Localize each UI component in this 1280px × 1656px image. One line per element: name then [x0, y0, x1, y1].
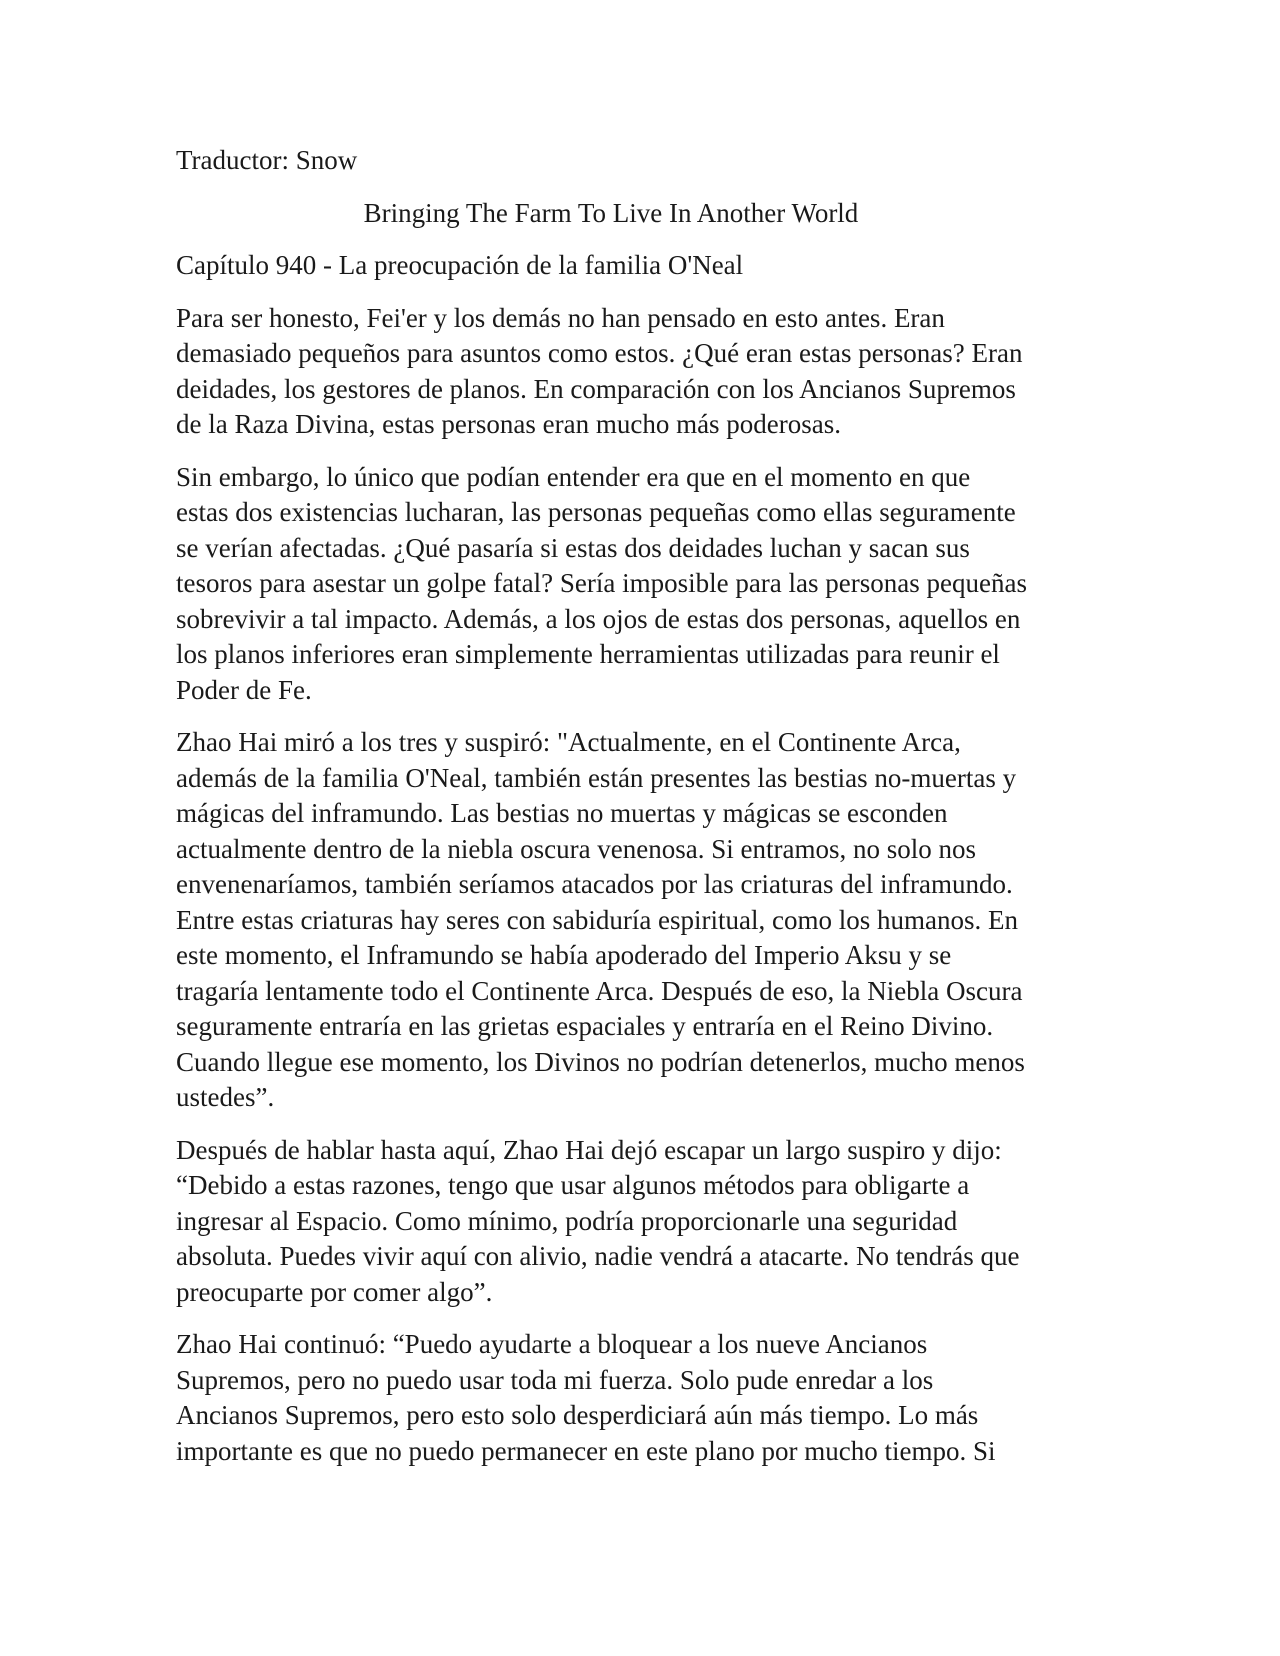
paragraph-line: Cuando llegue ese momento, los Divinos no podrían detenerlos, mucho menos: [176, 1046, 1025, 1077]
paragraph-line: Ancianos Supremos, pero esto solo desperdiciará aún más tiempo. Lo más: [176, 1400, 979, 1430]
paragraph-line: Sin embargo, lo único que podían entender era que en el momento en que: [176, 461, 971, 492]
paragraph-line: demasiado pequeños para asuntos como estos. ¿Qué eran estas personas? Eran: [176, 338, 1023, 368]
paragraph-line: actualmente dentro de la niebla oscura venenosa. Si entramos, no solo nos: [176, 833, 977, 864]
paragraph-2: [176, 460, 1106, 709]
translator-credit: Traductor: Snow: [176, 145, 358, 175]
paragraph-line: Después de hablar hasta aquí, Zhao Hai dejó escapar un largo suspiro y dijo:: [176, 1134, 1002, 1165]
paragraph-line: además de la familia O'Neal, también están presentes las bestias no-muertas y: [176, 762, 1017, 793]
paragraph-line: tragaría lentamente todo el Continente Arca. Después de eso, la Niebla Oscura: [176, 975, 1023, 1006]
paragraph-line: absoluta. Puedes vivir aquí con alivio, nadie vendrá a atacarte. No tendrás que: [176, 1241, 1020, 1271]
paragraph-line: Para ser honesto, Fei'er y los demás no han pensado en esto antes. Eran: [176, 302, 945, 333]
paragraph-line: se verían afectadas. ¿Qué pasaría si estas dos deidades luchan y sacan sus: [176, 532, 970, 563]
paragraph-line: estas dos existencias lucharan, las personas pequeñas como ellas seguramente: [176, 497, 1016, 527]
paragraph-1: [176, 301, 1106, 443]
paragraph-4: [176, 1133, 1106, 1311]
paragraph-line: ustedes”.: [176, 1082, 275, 1112]
paragraph-line: de la Raza Divina, estas personas eran mucho más poderosas.: [176, 409, 842, 439]
paragraph-line: los planos inferiores eran simplemente herramientas utilizadas para reunir el: [176, 639, 1000, 669]
paragraph-3: [176, 725, 1106, 1116]
paragraph-line: Supremos, pero no puedo usar toda mi fuerza. Solo pude enredar a los: [176, 1364, 934, 1395]
paragraph-line: “Debido a estas razones, tengo que usar algunos métodos para obligarte a: [176, 1170, 970, 1200]
paragraph-line: mágicas del inframundo. Las bestias no muertas y mágicas se esconden: [176, 798, 948, 828]
paragraph-line: Zhao Hai continuó: “Puedo ayudarte a bloquear a los nueve Ancianos: [176, 1329, 928, 1359]
paragraph-line: tesoros para asestar un golpe fatal? Sería imposible para las personas pequeñas: [176, 568, 1027, 598]
paragraph-line: este momento, el Inframundo se había apoderado del Imperio Aksu y se: [176, 940, 952, 970]
paragraph-line: Poder de Fe.: [176, 674, 312, 705]
book-title: Bringing The Farm To Live In Another World: [363, 197, 859, 228]
document-page: [176, 143, 1106, 1486]
paragraph-line: seguramente entraría en las grietas espaciales y entraría en el Reino Divino.: [176, 1011, 994, 1041]
paragraph-line: ingresar al Espacio. Como mínimo, podría proporcionarle una seguridad: [176, 1205, 958, 1236]
paragraph-line: deidades, los gestores de planos. En comparación con los Ancianos Supremos: [176, 373, 1016, 404]
paragraph-5: [176, 1327, 1106, 1469]
chapter-title: Capítulo 940 - La preocupación de la familia O'Neal: [176, 250, 744, 280]
paragraph-line: Entre estas criaturas hay seres con sabiduría espiritual, como los humanos. En: [176, 904, 1019, 935]
paragraph-line: importante es que no puedo permanecer en este plano por mucho tiempo. Si: [176, 1435, 996, 1466]
paragraph-line: Zhao Hai miró a los tres y suspiró: "Actualmente, en el Continente Arca,: [176, 727, 961, 757]
paragraph-line: sobrevivir a tal impacto. Además, a los ojos de estas dos personas, aquellos en: [176, 603, 1021, 634]
paragraph-line: preocuparte por comer algo”.: [176, 1276, 493, 1307]
paragraph-line: envenenaríamos, también seríamos atacados por las criaturas del inframundo.: [176, 869, 1013, 899]
